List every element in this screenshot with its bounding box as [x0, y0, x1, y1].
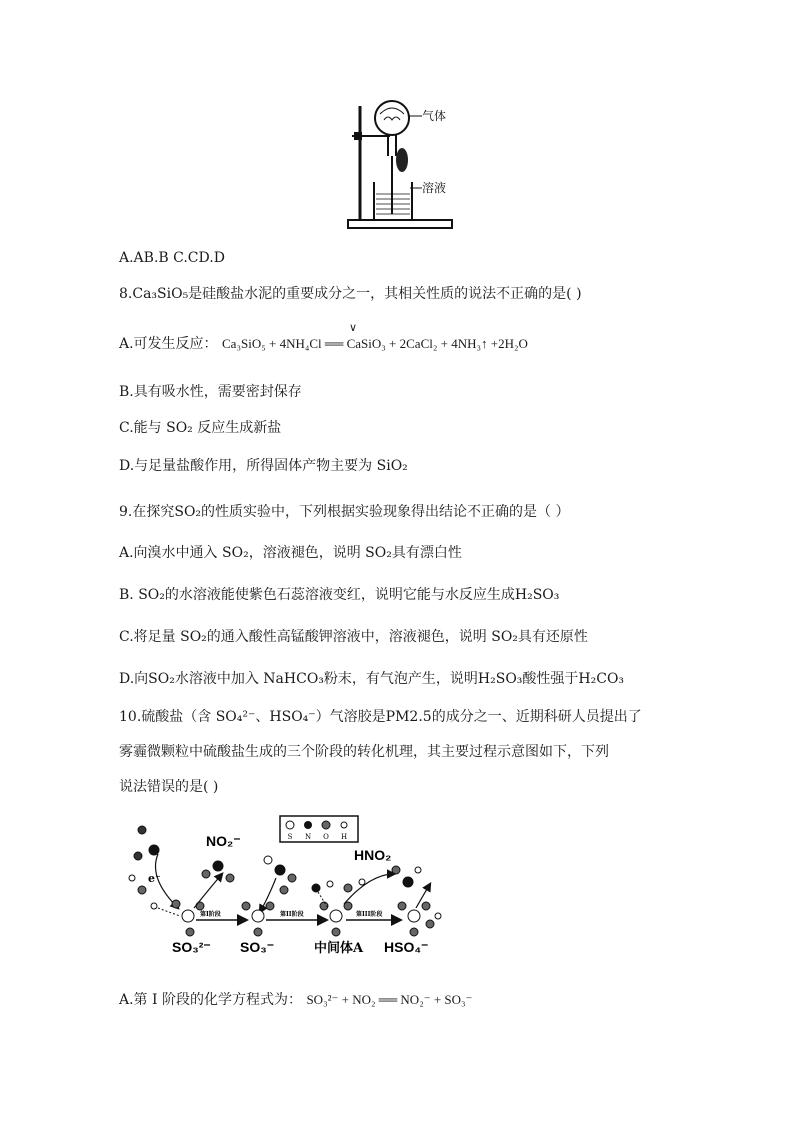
- sulfate-formation-mechanism-diagram: [118, 808, 478, 968]
- q9-option-a: A.向溴水中通入 SO₂，溶液褪色，说明 SO₂具有漂白性: [119, 545, 462, 561]
- q8-option-c: C.能与 SO₂ 反应生成新盐: [119, 420, 282, 436]
- so3-minus-label: SO₃⁻: [240, 939, 275, 955]
- legend-s: S: [287, 833, 293, 841]
- q10-option-a: [119, 990, 472, 1010]
- q10-option-a-prefix: A.第 I 阶段的化学方程式为：: [119, 992, 302, 1008]
- q8-option-d: D.与足量盐酸作用，所得固体产物主要为 SiO₂: [119, 458, 408, 474]
- fountain-apparatus-figure: [330, 98, 470, 238]
- q9-option-d: D.向SO₂水溶液中加入 NaHCO₃粉末，有气泡产生，说明H₂SO₃酸性强于H₂CO₃: [119, 671, 625, 687]
- q8-stem: 8.Ca₃SiO₅是硅酸盐水泥的重要成分之一，其相关性质的说法不正确的是( ): [119, 286, 582, 302]
- so3-2minus-label: SO₃²⁻: [172, 939, 211, 955]
- q9-option-b: B. SO₂的水溶液能使紫色石蕊溶液变红，说明它能与水反应生成H₂SO₃: [119, 587, 560, 603]
- q10-stem-line2: 雾霾微颗粒中硫酸盐生成的三个阶段的转化机理，其主要过程示意图如下，下列: [119, 744, 609, 760]
- q8-option-b: B.具有吸水性，需要密封保存: [119, 384, 302, 400]
- q9-option-c: C.将足量 SO₂的通入酸性高锰酸钾溶液中，溶液褪色，说明 SO₂具有还原性: [119, 629, 588, 645]
- q10-stem-line1: 10.硫酸盐（含 SO₄²⁻、HSO₄⁻）气溶胶是PM2.5的成分之一、近期科研人员提出了: [119, 709, 642, 725]
- q8-option-a-equation: Ca₃SiO₅ + 4NH₄Cl ══ CaSiO₃ + 2CaCl₂ + 4NH₃↑ +2H₂O: [222, 336, 528, 351]
- legend-o: O: [323, 833, 329, 841]
- hso4-minus-label: HSO₄⁻: [384, 939, 429, 955]
- no2-minus-label: NO₂⁻: [206, 833, 241, 849]
- q8-option-a-prefix: A.可发生反应：: [119, 336, 218, 352]
- intermediate-a-label: 中间体A: [314, 941, 364, 956]
- q10-option-a-equation: SO₃²⁻ + NO₂ ══ NO₂⁻ + SO₃⁻: [306, 992, 473, 1007]
- q8-reaction-condition: ∨: [349, 322, 358, 334]
- label-gas: 气体: [422, 109, 447, 123]
- q10-stem-line3: 说法错误的是( ): [119, 779, 219, 795]
- atom-legend: [280, 816, 358, 842]
- stage2-label: 第II阶段: [280, 911, 304, 918]
- q7-options: A.AB.B C.CD.D: [119, 250, 225, 266]
- legend-h: H: [340, 833, 348, 841]
- q9-stem: 9.在探究SO₂的性质实验中，下列根据实验现象得出结论不正确的是（ ）: [119, 504, 570, 520]
- q8-option-a: [119, 334, 528, 354]
- hno2-label: HNO₂: [354, 847, 392, 863]
- stage1-label: 第I阶段: [200, 911, 221, 918]
- electron-label: e⁻: [148, 872, 161, 885]
- stage3-label: 第III阶段: [356, 911, 383, 918]
- label-solution: 溶液: [422, 181, 447, 195]
- legend-n: N: [304, 833, 312, 841]
